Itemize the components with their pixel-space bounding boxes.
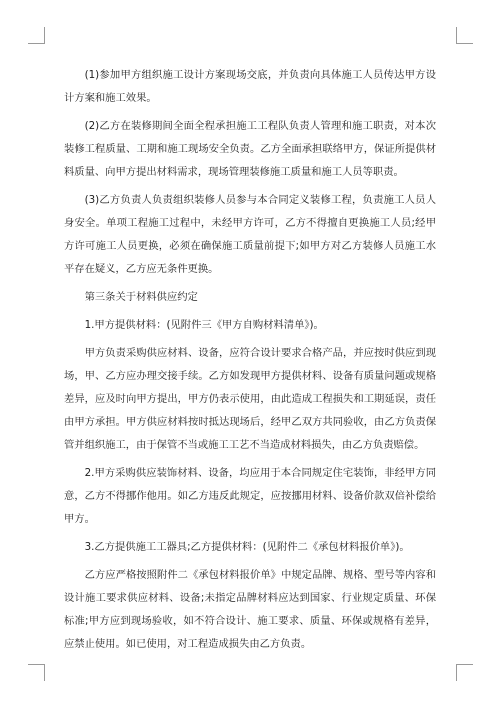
crop-mark-bottom-left bbox=[28, 664, 45, 681]
paragraph-3: (3)乙方负责人负责组织装修人员参与本合同定义装修工程，负责施工人员人身安全。单项工程施工过程中，未经甲方许可，乙方不得擅自更换施工人员;经甲方许可施工人员更换，必须在确保施工质量前提下;如甲方对乙方装修人员施工水平存在疑义，乙方应无条件更换。 bbox=[64, 194, 436, 275]
paragraph-6: 2.甲方采购供应装饰材料、设备，均应用于本合同规定住宅装饰，非经甲方同意，乙方不得挪作他用。如乙方违反此规定，应按挪用材料、设备价款双倍补偿给甲方。 bbox=[64, 467, 436, 525]
paragraph-5: 甲方负责采购供应材料、设备，应符合设计要求合格产品，并应按时供应到现场，甲、乙方应办理交接手续。乙方如发现甲方提供材料、设备有质量问题或规格差异，应及时向甲方提出，甲方仍表示使用，由此造成工程损失和工期延误，责任由甲方承担。甲方供应材料按时抵达现场后，经甲乙双方共同验收，由乙方负责保管并组织施工，由于保管不当或施工工艺不当造成材料损失，由乙方负责赔偿。 bbox=[64, 347, 436, 451]
document-body bbox=[64, 64, 436, 661]
paragraph-4: 1.甲方提供材料：(见附件三《甲方自购材料清单》)。 bbox=[84, 319, 324, 331]
paragraph-1: (1)参加甲方组织施工设计方案现场交底，并负责向具体施工人员传达甲方设计方案和施工效果。 bbox=[64, 69, 436, 104]
paragraph-7: 3.乙方提供施工工器具;乙方提供材料：(见附件二《承包材料报价单》)。 bbox=[84, 541, 410, 553]
paragraph-2: (2)乙方在装修期间全面全程承担施工工程队负责人管理和施工职责，对本次装修工程质量、工期和施工现场安全负责。乙方全面承担联络甲方，保证所提供材料质量、向甲方提出材料需求，现场管理装修施工质量和施工人员等职责。 bbox=[64, 120, 436, 178]
crop-mark-top-right bbox=[456, 27, 473, 44]
paragraph-8: 乙方应严格按照附件二《承包材料报价单》中规定品牌、规格、型号等内容和设计施工要求供应材料、设备;未指定品牌材料应达到国家、行业规定质量、环保标准;甲方应到现场验收，如不符合设计、施工要求、质量、环保或规格有差异，应禁止使用。如已使用，对工程造成损失由乙方负责。 bbox=[64, 569, 436, 650]
crop-mark-top-left bbox=[28, 27, 45, 44]
section-heading: 第三条关于材料供应约定 bbox=[84, 291, 198, 303]
crop-mark-bottom-right bbox=[456, 664, 473, 681]
